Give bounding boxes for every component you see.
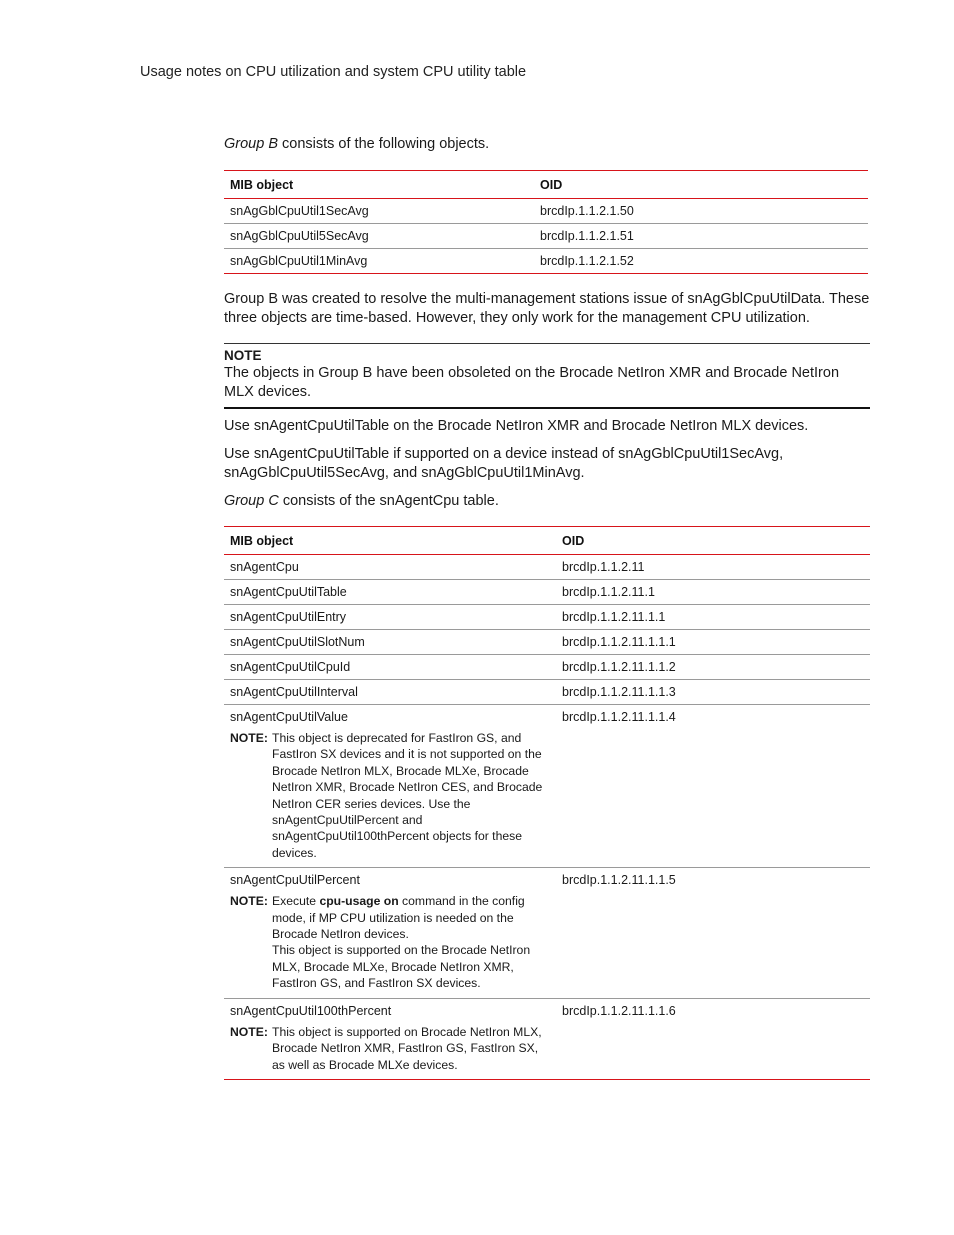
column-header-mib-object: MIB object — [224, 171, 534, 199]
oid-cell: brcdIp.1.1.2.11 — [556, 555, 870, 580]
table-row — [224, 249, 868, 274]
oid-cell: brcdIp.1.1.2.1.50 — [534, 199, 868, 224]
table-row — [224, 868, 870, 998]
column-header-mib-object: MIB object — [224, 527, 556, 555]
oid-cell: brcdIp.1.1.2.11.1.1.2 — [556, 655, 870, 680]
group-c-intro — [224, 492, 870, 511]
mib-object-cell: snAgentCpuUtilTable — [224, 580, 556, 605]
cell-note-post: command in the config mode, if MP CPU utilization is needed on the Brocade NetIron devices. — [272, 894, 525, 942]
oid-cell: brcdIp.1.1.2.11.1.1.1 — [556, 630, 870, 655]
group-c-table — [224, 526, 870, 1080]
mib-object-cell: snAgGblCpuUtil1MinAvg — [224, 249, 534, 274]
mib-object-name: snAgentCpuUtil100thPercent — [230, 1003, 392, 1018]
cell-note-text — [272, 893, 556, 991]
oid-cell: brcdIp.1.1.2.11.1.1.3 — [556, 680, 870, 705]
group-b-table-wrap — [224, 170, 868, 274]
oid-cell — [556, 705, 870, 868]
oid-cell: brcdIp.1.1.2.11.1.1 — [556, 605, 870, 630]
note-label: NOTE — [224, 348, 262, 363]
table-row — [224, 555, 870, 580]
cell-note — [230, 1024, 556, 1073]
table-row — [224, 580, 870, 605]
oid-cell — [556, 998, 870, 1079]
table-row — [224, 998, 870, 1079]
cell-note-pre: Execute — [272, 894, 320, 909]
cell-note-text: This object is supported on Brocade NetIron MLX, Brocade NetIron XMR, FastIron GS, FastIron SX, as well as Brocade MLXe devices. — [272, 1024, 542, 1072]
cell-note — [230, 893, 556, 991]
cell-note-label: NOTE: — [230, 731, 268, 745]
cell-note — [230, 730, 556, 861]
cli-command: cpu-usage on — [319, 894, 399, 909]
table-header-row — [224, 171, 868, 199]
mib-object-cell — [224, 998, 556, 1079]
group-b-table — [224, 170, 868, 274]
table-row — [224, 605, 870, 630]
table-row — [224, 705, 870, 868]
column-header-oid: OID — [556, 527, 870, 555]
group-c-intro-text: consists of the snAgentCpu table. — [278, 493, 499, 509]
note-text: The objects in Group B have been obsoleted on the Brocade NetIron XMR and Brocade NetIron MLX devices. — [224, 365, 840, 400]
cell-note-support: This object is supported on the Brocade NetIron MLX, Brocade MLXe, Brocade NetIron XMR, FastIron GS, and FastIron SX devices. — [272, 943, 531, 991]
table-row — [224, 224, 868, 249]
cell-note-text: This object is deprecated for FastIron GS, and FastIron SX devices and it is not supported on the Brocade NetIron MLX, Brocade MLXe, Brocade NetIron XMR, Brocade NetIron CES, and Brocade NetIron CER series devices. Use the snAgentCpuUtilPercent and snAgentCpuUtil100thPercent objects for these devices. — [272, 731, 543, 860]
mib-object-cell: snAgentCpuUtilInterval — [224, 680, 556, 705]
oid-cell: brcdIp.1.1.2.1.52 — [534, 249, 868, 274]
note-box — [224, 343, 870, 409]
group-b-intro-text: consists of the following objects. — [278, 136, 490, 152]
mib-object-cell: snAgentCpuUtilSlotNum — [224, 630, 556, 655]
usage-instead-paragraph: Use snAgentCpuUtilTable if supported on a device instead of snAgGblCpuUtil1SecAvg, snAgGblCpuUtil5SecAvg, and snAgGblCpuUtil1MinAvg. — [224, 446, 784, 481]
group-c-table-wrap — [224, 526, 870, 1080]
group-b-term: Group B — [224, 136, 278, 152]
table-row — [224, 199, 868, 224]
mib-object-name: snAgentCpuUtilPercent — [230, 873, 360, 888]
table-row — [224, 655, 870, 680]
group-c-term: Group C — [224, 493, 279, 509]
column-header-oid: OID — [534, 171, 868, 199]
mib-object-cell: snAgentCpuUtilEntry — [224, 605, 556, 630]
mib-object-cell: snAgGblCpuUtil1SecAvg — [224, 199, 534, 224]
oid-cell: brcdIp.1.1.2.1.51 — [534, 224, 868, 249]
oid-value: brcdIp.1.1.2.11.1.1.5 — [562, 873, 676, 888]
usage-paragraph: Use snAgentCpuUtilTable on the Brocade NetIron XMR and Brocade NetIron MLX devices. — [224, 418, 809, 434]
mib-object-cell — [224, 705, 556, 868]
oid-value: brcdIp.1.1.2.11.1.1.4 — [562, 710, 676, 724]
group-b-explanation: Group B was created to resolve the multi-management stations issue of snAgGblCpuUtilData. These three objects are time-based. However, they only work for the management CPU utilization. — [224, 291, 870, 326]
table-row — [224, 680, 870, 705]
mib-object-name: snAgentCpuUtilValue — [230, 710, 348, 724]
running-header: Usage notes on CPU utilization and system CPU utility table — [140, 64, 527, 80]
mib-object-cell: snAgGblCpuUtil5SecAvg — [224, 224, 534, 249]
mib-object-cell: snAgentCpu — [224, 555, 556, 580]
group-b-intro — [224, 135, 870, 154]
table-header-row — [224, 527, 870, 555]
table-row — [224, 630, 870, 655]
cell-note-label: NOTE: — [230, 894, 268, 909]
oid-value: brcdIp.1.1.2.11.1.1.6 — [562, 1003, 676, 1018]
mib-object-cell — [224, 868, 556, 998]
oid-cell — [556, 868, 870, 998]
cell-note-label: NOTE: — [230, 1024, 268, 1039]
oid-cell: brcdIp.1.1.2.11.1 — [556, 580, 870, 605]
mib-object-cell: snAgentCpuUtilCpuId — [224, 655, 556, 680]
